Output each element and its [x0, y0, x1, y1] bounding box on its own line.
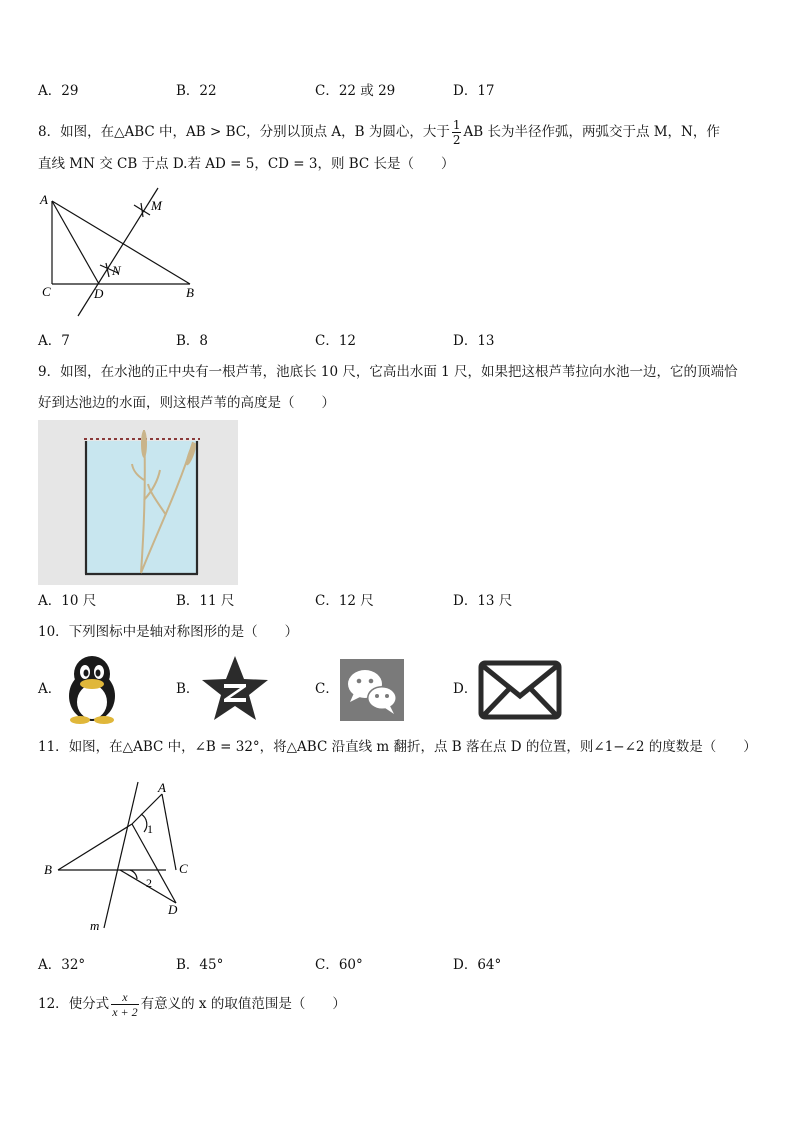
envelope-icon [478, 660, 562, 720]
q8-text-b: AB 长为半径作弧，两弧交于点 M，N，作 [463, 124, 720, 140]
q8-fraction [452, 118, 462, 147]
q11-label-a: A [158, 780, 166, 795]
q11-text: 如图，在△ABC 中，∠B = 32°，将△ABC 沿直线 m 翻折，点 B 落在点 D 的位置，则∠1−∠2 的度数是（ ） [68, 739, 757, 755]
q11-figure [38, 778, 213, 938]
q11-option-c: C．60° [315, 957, 363, 973]
q10-line [38, 623, 298, 641]
q10-option-c-label: C． [315, 681, 339, 697]
q10-option-a-label: A． [38, 681, 62, 697]
q11-side-fold-to-a [132, 794, 162, 824]
q7-option-b: B．22 [176, 83, 217, 99]
q8-option-a: A．7 [38, 333, 70, 349]
q11-option-b: B．45° [176, 957, 224, 973]
q8-label-a: A [40, 192, 48, 207]
penguin-icon [60, 654, 124, 724]
q11-angle-1-arc [141, 814, 147, 832]
q12-fraction [111, 990, 138, 1019]
q11-number: 11． [38, 739, 69, 755]
q7-option-c: C．22 或 29 [315, 83, 396, 99]
q11-side-ac [162, 794, 176, 870]
q8-line-mn [78, 188, 158, 316]
q12-number: 12． [38, 996, 69, 1012]
q11-label-angle-1: 1 [147, 822, 153, 836]
q10-option-d-label: D． [453, 681, 478, 697]
q11-option-a: A．32° [38, 957, 86, 973]
q8-option-c: C．12 [315, 333, 357, 349]
q9-pond-figure [38, 420, 238, 585]
q11-label-c: C [179, 861, 188, 876]
star-z-icon [200, 654, 270, 722]
q12-frac-den: x + 2 [112, 1005, 138, 1019]
q11-line [38, 738, 757, 756]
q8-figure [30, 185, 210, 320]
q7-option-a: A．29 [38, 83, 79, 99]
q11-label-m: m [90, 918, 100, 933]
q9-line2: 好到达池边的水面，则这根芦苇的高度是（ ） [38, 395, 335, 411]
q9-line1 [38, 363, 738, 381]
q11-side-b-to-fold [58, 824, 132, 870]
q9-text-line1: 如图，在水池的正中央有一根芦苇，池底长 10 尺，它高出水面 1 尺，如果把这根芦苇拉向水池一边，它的顶端恰 [60, 364, 738, 380]
q8-label-c: C [42, 284, 51, 299]
q11-line-m [104, 782, 138, 928]
chat-bubbles-icon [340, 659, 404, 721]
q9-reed-tassel1 [141, 430, 147, 458]
q11-option-d: D．64° [453, 957, 502, 973]
q8-frac-num: 1 [452, 118, 461, 132]
q8-frac-den: 2 [452, 133, 461, 147]
q9-option-b: B．11 尺 [176, 593, 235, 609]
q8-label-m: M [151, 198, 162, 213]
q9-number: 9． [38, 364, 61, 380]
q8-label-n: N [112, 263, 121, 278]
q8-segment-ad [52, 201, 99, 284]
q9-option-d: D．13 尺 [453, 593, 513, 609]
q8-line1 [38, 118, 720, 147]
q8-label-d: D [94, 286, 104, 301]
q8-text-a: 如图，在△ABC 中，AB > BC，分别以顶点 A，B 为圆心，大于 [60, 124, 450, 140]
q8-label-b: B [186, 285, 194, 300]
q12-frac-num: x [111, 990, 138, 1005]
q7-option-d: D．17 [453, 83, 495, 99]
q8-side-ab [52, 201, 190, 284]
q8-number: 8． [38, 124, 61, 140]
q9-option-a: A．10 尺 [38, 593, 97, 609]
q11-label-angle-2: 2 [146, 876, 152, 890]
q9-option-c: C．12 尺 [315, 593, 374, 609]
q12-text-b: 有意义的 x 的取值范围是（ ） [140, 996, 346, 1012]
q8-option-b: B．8 [176, 333, 209, 349]
q10-text: 下列图标中是轴对称图形的是（ ） [68, 624, 299, 640]
q12-line [38, 990, 346, 1019]
q11-label-b: B [44, 862, 52, 877]
q8-line2: 直线 MN 交 CB 于点 D.若 AD = 5，CD = 3，则 BC 长是（ ） [38, 156, 455, 172]
q8-option-d: D．13 [453, 333, 495, 349]
q10-option-b-label: B． [176, 681, 200, 697]
q12-text-a: 使分式 [68, 996, 110, 1012]
q10-number: 10． [38, 624, 69, 640]
q11-label-d: D [168, 902, 178, 917]
